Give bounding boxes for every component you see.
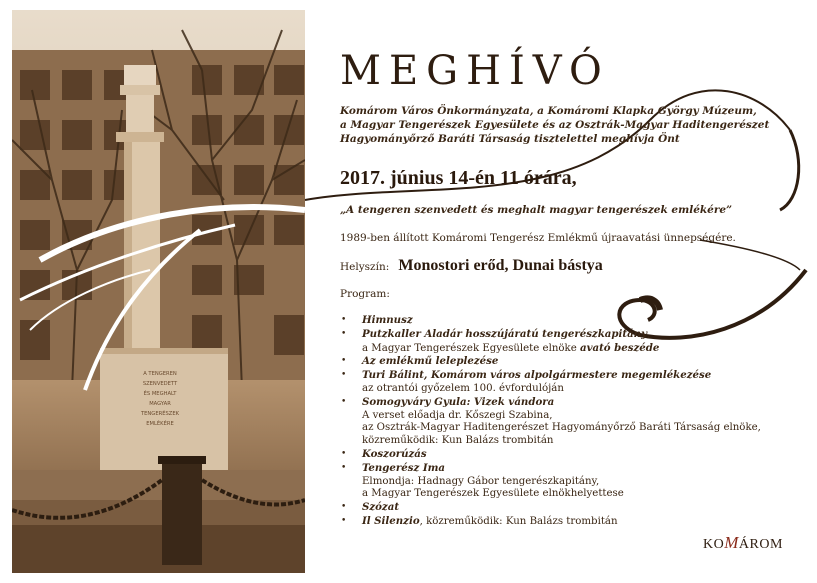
bullet: • xyxy=(341,462,347,473)
program-item-title: Putzkaller Aladár hosszújáratú tengerészkapitány xyxy=(362,327,648,340)
logo-text-end: ÁROM xyxy=(738,537,783,552)
logo-text-accent: M xyxy=(724,533,739,552)
program-item-detail-emphasis: avató beszéde xyxy=(579,341,660,354)
program-item-detail: az otrantói győzelem 100. évfordulóján xyxy=(362,382,564,394)
program-item xyxy=(340,369,720,396)
program-item xyxy=(340,328,720,356)
bullet: • xyxy=(341,448,347,459)
bullet: • xyxy=(341,328,347,339)
program-item xyxy=(340,462,720,501)
bullet: • xyxy=(341,396,347,407)
program-item-detail: közreműködik: Kun Balázs trombitán xyxy=(362,435,554,447)
location-label: Helyszín: xyxy=(340,261,390,273)
program-item xyxy=(340,395,761,448)
plaque-line: MAGYAR xyxy=(149,401,171,407)
program-item-title: Il Silenzio xyxy=(362,514,420,527)
plaque-line: SZENVEDETT xyxy=(142,381,178,387)
bullet: • xyxy=(341,515,347,526)
program-item-title: Koszorúzás xyxy=(362,447,427,460)
event-date: 2017. június 14-én 11 órára, xyxy=(340,167,577,189)
program-item-detail: az Osztrák-Magyar Haditengerészet Hagyományőrző Baráti Társaság elnöke, xyxy=(362,422,761,434)
program-item xyxy=(340,515,720,529)
program-list xyxy=(340,314,761,529)
program-item xyxy=(340,355,720,369)
program-item-detail-text: a Magyar Tengerészek Egyesülete elnöke xyxy=(362,342,580,354)
invitation-title: MEGHÍVÓ xyxy=(340,48,610,94)
program-item-title: Somogyváry Gyula: Vizek vándora xyxy=(362,395,555,408)
program-item-detail: a Magyar Tengerészek Egyesülete elnökhelyettese xyxy=(362,488,624,500)
program-item-detail: Elmondja: Hadnagy Gábor tengerészkapitány, xyxy=(362,475,600,487)
program-item-suffix: , közreműködik: Kun Balázs trombitán xyxy=(419,515,618,527)
program-item-title: Az emlékmű leleplezése xyxy=(362,355,499,368)
program-item xyxy=(340,314,720,328)
program-item-detail: A verset előadja dr. Kőszegi Szabina, xyxy=(362,409,553,421)
program-item-suffix: , xyxy=(647,328,651,340)
bullet: • xyxy=(341,315,347,325)
program-label: Program: xyxy=(340,288,390,300)
plaque-line: ÉS MEGHALT xyxy=(143,391,177,397)
dedication-quote: „A tengeren szenvedett és meghalt magyar tengerészek emlékére” xyxy=(340,204,733,216)
program-item-title: Tengerész Ima xyxy=(362,461,445,474)
bullet: • xyxy=(341,370,347,381)
bullet: • xyxy=(341,502,347,513)
occasion-text: 1989-ben állított Komáromi Tengerész Emlékmű újraavatási ünnepségére. xyxy=(340,232,736,244)
logo-text-start: KO xyxy=(703,537,725,552)
bullet: • xyxy=(341,356,347,367)
location xyxy=(340,255,603,275)
organizers-line: a Magyar Tengerészek Egyesülete és az Osztrák-Magyar Haditengerészet xyxy=(340,119,770,131)
program-item-title: Szózat xyxy=(362,501,400,514)
organizers-line: Hagyományőrző Baráti Társaság tisztelettel meghívja Önt xyxy=(340,133,680,145)
program-item xyxy=(340,501,720,515)
program-item-title: Himnusz xyxy=(362,314,413,326)
plaque-line: TENGERÉSZEK xyxy=(140,411,180,417)
komarom-logo xyxy=(703,533,783,553)
program-item xyxy=(340,448,720,462)
organizers-text xyxy=(340,104,770,146)
location-value: Monostori erőd, Dunai bástya xyxy=(398,257,603,274)
organizers-line: Komárom Város Önkormányzata, a Komáromi Klapka György Múzeum, xyxy=(340,105,757,117)
plaque-line: EMLÉKÉRE xyxy=(146,421,174,427)
program-item-title: Turi Bálint, Komárom város alpolgármestere megemlékezése xyxy=(362,369,712,382)
plaque-line: A TENGEREN xyxy=(143,371,177,377)
program-item-detail xyxy=(362,342,720,356)
